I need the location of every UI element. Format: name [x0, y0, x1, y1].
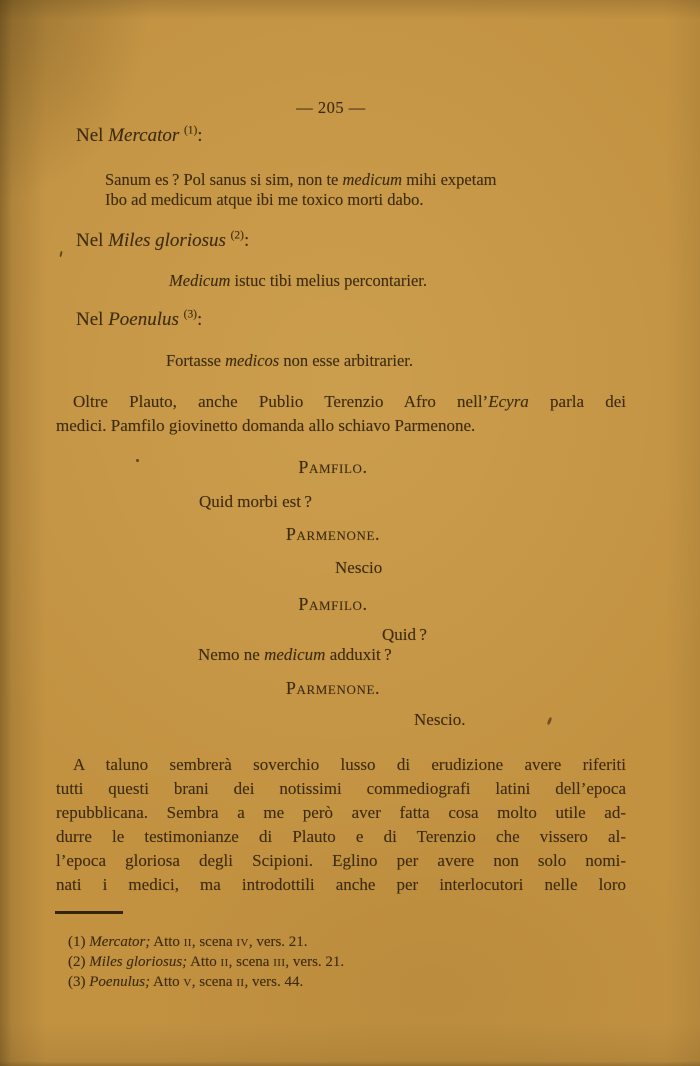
footnote-separator-rule: [55, 911, 123, 914]
paragraph-line: medici. Pamfilo giovinetto domanda allo schiavo Parmenone.: [56, 416, 476, 435]
verse-quote-mercator: [105, 170, 497, 210]
ink-speck: [547, 717, 553, 726]
paragraph-line: repubblicana. Sembra a me però aver fatta cosa molto utile ad-: [56, 803, 626, 822]
paragraph-closing: [56, 753, 626, 897]
heading-miles-gloriosus: Nel Miles gloriosus $^{(2)}$:: [76, 229, 250, 251]
dialogue-line-parmenone: Nescio.: [414, 710, 466, 729]
footnote-item: (3) Poenulus; Atto v, scena ii, vers. 44.: [68, 974, 304, 990]
paragraph-line: durre le testimonianze di Plauto e di Terenzio che vissero al-: [56, 827, 626, 846]
paragraph-line: nati i medici, ma introdottili anche per interlocutori nelle loro: [56, 875, 626, 894]
paragraph-line: tutti questi brani dei notissimi commediografi latini dell’epoca: [56, 779, 626, 798]
dialogue-speaker-parmenone: Parmenone.: [285, 678, 381, 698]
dialogue-line-pamfilo: Quid ?: [382, 625, 427, 644]
ink-speck: [136, 459, 139, 462]
dialogue-line-parmenone: Nescio: [335, 558, 383, 577]
footnote-item: (2) Miles gloriosus; Atto ii, scena iii, vers. 21.: [68, 954, 345, 970]
verse-line: Ibo ad medicum atque ibi me toxico morti dabo.: [105, 190, 424, 209]
heading-mercator: Nel Mercator $^{(1)}$:: [76, 124, 203, 146]
dialogue-speaker-parmenone: Parmenone.: [285, 524, 381, 544]
dialogue-line-pamfilo: Quid morbi est ?: [199, 492, 312, 511]
paragraph-line: Oltre Plauto, anche Publio Terenzio Afro nell’Ecyra parla dei: [73, 392, 626, 411]
dialogue-line-pamfilo: Nemo ne medicum adduxit ?: [198, 645, 392, 664]
verse-quote-miles: Medicum istuc tibi melius percontarier.: [169, 271, 427, 290]
footnote-item: (1) Mercator; Atto ii, scena iv, vers. 21.: [68, 934, 308, 950]
dialogue-speaker-pamfilo: Pamfilo.: [298, 594, 368, 614]
verse-line: Sanum es ? Pol sanus si sim, non te medicum mihi expetam: [105, 170, 497, 189]
dialogue-speaker-pamfilo: Pamfilo.: [298, 457, 368, 477]
paragraph-line: A taluno sembrerà soverchio lusso di erudizione avere riferiti: [73, 755, 626, 774]
verse-quote-poenulus: Fortasse medicos non esse arbitrarier.: [166, 351, 413, 370]
heading-poenulus: Nel Poenulus $^{(3)}$:: [76, 308, 203, 330]
page-number: — 205 —: [296, 98, 366, 117]
paragraph-intro: [56, 390, 626, 438]
footnotes: [56, 932, 344, 992]
paragraph-line: l’epoca gloriosa degli Scipioni. Eglino per avere non solo nomi-: [56, 851, 626, 870]
ink-speck: [59, 251, 62, 257]
